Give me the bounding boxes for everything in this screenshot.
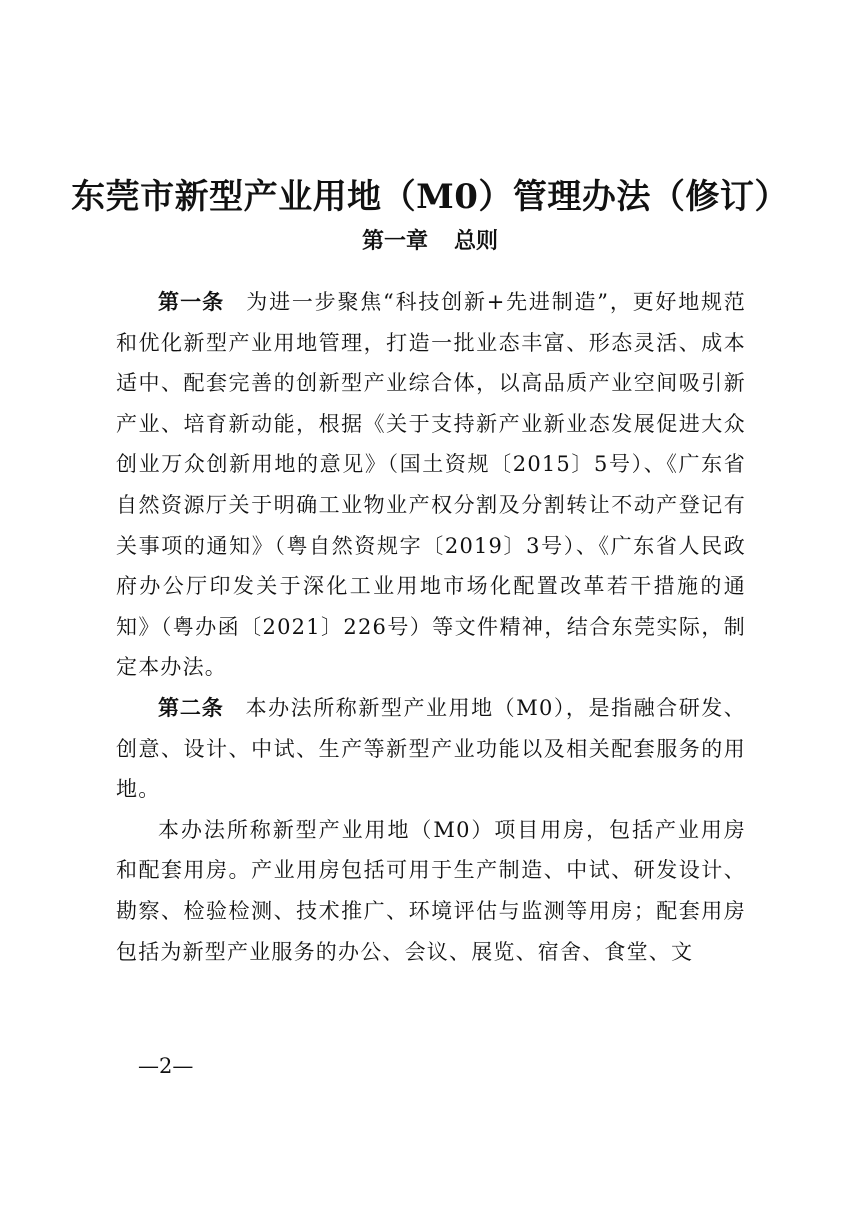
chapter-name: 总则: [454, 229, 499, 254]
chapter-number: 第一章: [361, 229, 428, 254]
article-paragraph-2: [116, 688, 746, 810]
article-label-2: 第二条: [158, 695, 224, 720]
chapter-heading: [0, 226, 860, 258]
article-text-2: 本办法所称新型产业用地（M0），是指融合研发、创意、设计、中试、生产等新型产业功能以及相关配套服务的用地。: [116, 695, 747, 802]
article-paragraph-1: [116, 282, 746, 688]
article-text-1: 为进一步聚焦“科技创新+先进制造”，更好地规范和优化新型产业用地管理，打造一批业态丰富、形态灵活、成本适中、配套完善的创新型产业综合体，以高品质产业空间吸引新产业、培育新动能，根据《关于支持新产业新业态发展促进大众创业万众创新用地的意见》（国土资规〔2015〕5号）、《广东省自然资源厅关于明确工业物业产权分割及分割转让不动产登记有关事项的通知》（粤自然资规字〔2019〕3号）、《广东省人民政府办公厅印发关于深化工业用地市场化配置改革若干措施的通知》（粤办函〔2021〕226号）等文件精神，结合东莞实际，制定本办法。: [116, 290, 746, 680]
article-paragraph-3: [116, 810, 746, 972]
document-body: [116, 282, 746, 972]
document-title: 东莞市新型产业用地（M0）管理办法（修订）: [71, 176, 789, 217]
article-label-1: 第一条: [158, 290, 225, 314]
page-number: —2—: [138, 1054, 194, 1078]
article-text-3: 本办法所称新型产业用地（M0）项目用房，包括产业用房和配套用房。产业用房包括可用于生产制造、中试、研发设计、勘察、检验检测、技术推广、环境评估与监测等用房；配套用房包括为新型产业服务的办公、会议、展览、宿舍、食堂、文: [116, 817, 746, 964]
